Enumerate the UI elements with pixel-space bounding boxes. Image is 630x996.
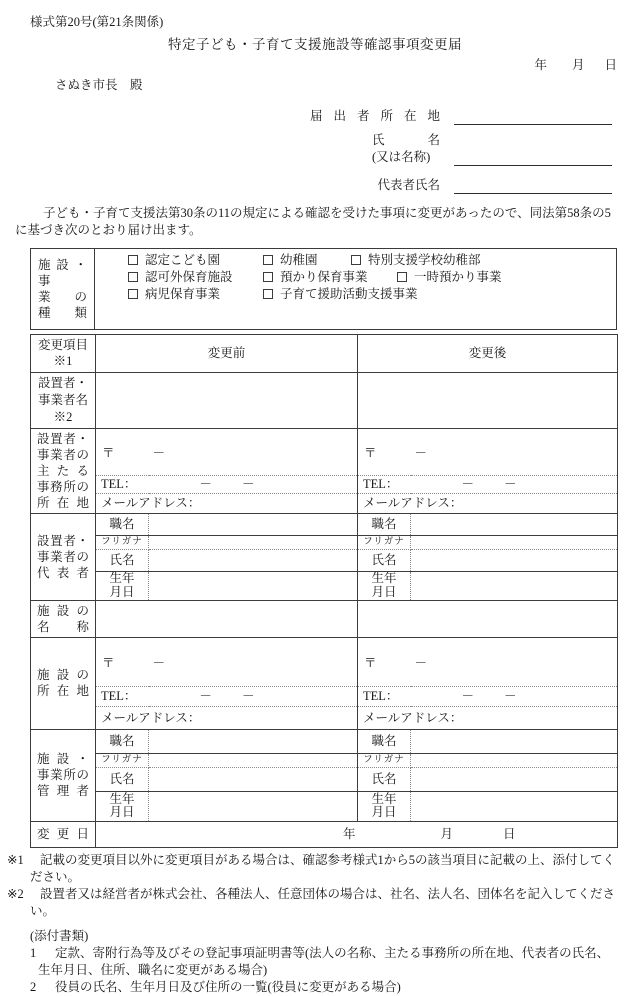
tel-label: TEL：	[363, 689, 399, 704]
declarant-rep-label: 代表者氏名	[377, 177, 440, 192]
manager-title-label-before: 職名	[96, 729, 149, 753]
checkbox-ninkagai-hoiku[interactable]	[128, 272, 138, 282]
attachment-text: 役員の氏名、生年月日及び住所の一覧(役員に変更がある場合)	[55, 979, 401, 994]
row-operator-office-postal	[31, 428, 618, 475]
manager-title-label-after: 職名	[358, 729, 411, 753]
footnote-marker: ※2	[7, 886, 24, 901]
row-manager-name	[31, 767, 618, 791]
mail-label: メールアドレス：	[101, 710, 201, 725]
postal-mark: 〒	[102, 446, 115, 461]
declarant-name-row	[310, 132, 612, 166]
checkbox-label: 預かり保育事業	[280, 269, 368, 284]
manager-dob-after-cell[interactable]	[411, 791, 618, 821]
manager-kana-after-cell[interactable]	[411, 753, 618, 767]
row-operator-name	[31, 373, 618, 429]
row-rep-title	[31, 513, 618, 535]
checkbox-azukari-hoiku[interactable]	[263, 272, 273, 282]
checkbox-label: 特別支援学校幼稚部	[368, 252, 481, 267]
tel-label: TEL：	[101, 477, 137, 492]
checkbox-tokubetsu-shien-yochibu[interactable]	[351, 255, 361, 265]
tel-dash: －	[503, 689, 517, 704]
facility-tel-after[interactable]	[358, 686, 618, 706]
operator-name-before-cell[interactable]	[96, 373, 358, 429]
facility-type-label: 施設・事 業の 種類	[31, 249, 95, 329]
change-date-month-label: 月	[440, 827, 454, 842]
manager-kana-before-cell[interactable]	[149, 753, 358, 767]
attachment-text: 定款、寄附行為等及びその登記事項証明書等(法人の名称、主たる事務所の所在地、代表者の氏名、生年月日、住所、職名に変更がある場合)	[38, 945, 610, 977]
checkbox-kosodate-enjo[interactable]	[263, 289, 273, 299]
rep-name-before-cell[interactable]	[149, 549, 358, 571]
date-line	[0, 57, 617, 74]
declarant-rep-field[interactable]	[454, 177, 612, 194]
tel-dash: －	[199, 477, 212, 492]
attachment-number: 1	[30, 945, 37, 960]
declarant-address-label: 届出者所在地	[310, 108, 440, 123]
operator-office-mail-before[interactable]	[96, 493, 358, 513]
row-facility-postal	[31, 637, 618, 686]
change-table-header-row	[31, 334, 618, 373]
rep-dob-label-before: 生年 月日	[96, 571, 149, 600]
facility-type-options	[95, 249, 616, 329]
checkbox-yochien[interactable]	[263, 255, 273, 265]
rep-name-label-after: 氏名	[358, 549, 411, 571]
postal-dash: －	[414, 656, 428, 671]
change-table	[30, 334, 618, 848]
postal-mark: 〒	[364, 656, 377, 671]
rep-title-after-cell[interactable]	[411, 513, 618, 535]
checkbox-label: 幼稚園	[280, 252, 318, 267]
facility-address-label: 施設の 所在地	[31, 637, 96, 729]
date-day-label: 日	[604, 58, 617, 73]
change-date-cell[interactable]	[96, 821, 618, 847]
manager-kana-label-before: フリガナ	[96, 753, 149, 767]
facility-mail-before[interactable]	[96, 706, 358, 729]
mail-label: メールアドレス：	[101, 496, 201, 511]
checkbox-ichiji-azukari[interactable]	[397, 272, 407, 282]
postal-mark: 〒	[364, 446, 377, 461]
manager-name-after-cell[interactable]	[411, 767, 618, 791]
operator-office-label: 設置者・ 事業者の 主たる 事務所の 所在地	[31, 428, 96, 513]
operator-office-mail-after[interactable]	[358, 493, 618, 513]
date-year-label: 年	[534, 58, 547, 73]
row-rep-kana	[31, 535, 618, 549]
operator-name-label: 設置者・ 事業者名※2	[31, 373, 96, 429]
col-header-after: 変更後	[358, 334, 618, 373]
row-facility-name	[31, 600, 618, 637]
manager-title-before-cell[interactable]	[149, 729, 358, 753]
facility-postal-before[interactable]	[96, 637, 358, 686]
mail-label: メールアドレス：	[363, 496, 463, 511]
manager-name-label-after: 氏名	[358, 767, 411, 791]
checkbox-label: 病児保育事業	[145, 286, 221, 301]
tel-dash: －	[503, 477, 517, 492]
operator-office-postal-before[interactable]	[96, 428, 358, 475]
checkbox-nintei-kodomoen[interactable]	[128, 255, 138, 265]
declarant-address-row	[310, 108, 612, 125]
attachments-section	[30, 928, 620, 996]
manager-dob-before-cell[interactable]	[149, 791, 358, 821]
rep-name-after-cell[interactable]	[411, 549, 618, 571]
facility-tel-before[interactable]	[96, 686, 358, 706]
change-date-label: 変更日	[31, 821, 96, 847]
change-date-day-label: 日	[503, 827, 516, 842]
declarant-name-label: 氏名 (又は名称)	[372, 132, 440, 164]
row-facility-tel	[31, 686, 618, 706]
row-manager-title	[31, 729, 618, 753]
row-rep-dob	[31, 571, 618, 600]
attachments-heading: (添付書類)	[30, 928, 89, 943]
row-rep-name	[31, 549, 618, 571]
declarant-rep-row	[310, 177, 612, 194]
tel-dash: －	[199, 689, 212, 704]
page-title: 特定子ども・子育て支援施設等確認事項変更届	[168, 36, 462, 52]
row-facility-mail	[31, 706, 618, 729]
manager-name-before-cell[interactable]	[149, 767, 358, 791]
rep-dob-label-after: 生年 月日	[358, 571, 411, 600]
rep-title-before-cell[interactable]	[149, 513, 358, 535]
tel-dash: －	[241, 477, 255, 492]
postal-dash: －	[152, 656, 166, 671]
attachment-item-2	[30, 979, 620, 996]
row-change-date	[31, 821, 618, 847]
row-manager-kana	[31, 753, 618, 767]
postal-mark: 〒	[102, 656, 115, 671]
rep-dob-after-cell[interactable]	[411, 571, 618, 600]
facility-name-label: 施設の 名称	[31, 600, 96, 637]
col-header-item: 変更項目※1	[31, 334, 96, 373]
operator-rep-label: 設置者・ 事業者の 代表者	[31, 513, 96, 600]
attachment-number: 2	[30, 979, 37, 994]
type-row-1	[128, 252, 616, 269]
facility-name-before-cell[interactable]	[96, 600, 358, 637]
type-row-2	[128, 269, 616, 286]
facility-name-after-cell[interactable]	[358, 600, 618, 637]
postal-dash: －	[414, 446, 428, 461]
change-date-year-label: 年	[343, 827, 356, 842]
rep-dob-before-cell[interactable]	[149, 571, 358, 600]
rep-kana-before-cell[interactable]	[149, 535, 358, 549]
type-row-3	[128, 286, 616, 303]
operator-name-after-cell[interactable]	[358, 373, 618, 429]
manager-kana-label-after: フリガナ	[358, 753, 411, 767]
manager-name-label-before: 氏名	[96, 767, 149, 791]
footnote-text: 設置者又は経営者が株式会社、各種法人、任意団体の場合は、社名、法人名、団体名を記入してください。	[30, 886, 616, 918]
col-header-before: 変更前	[96, 334, 358, 373]
row-operator-office-tel	[31, 475, 618, 493]
rep-kana-after-cell[interactable]	[411, 535, 618, 549]
manager-dob-label-before: 生年 月日	[96, 791, 149, 821]
checkbox-byoji-hoiku[interactable]	[128, 289, 138, 299]
rep-name-label-before: 氏名	[96, 549, 149, 571]
postal-dash: －	[152, 446, 166, 461]
facility-mail-after[interactable]	[358, 706, 618, 729]
tel-dash: －	[461, 477, 474, 492]
body-paragraph: 子ども・子育て支援法第30条の11の規定による確認を受けた事項に変更があったので、同法第58条の5に基づき次のとおり届け出ます。	[15, 205, 611, 237]
rep-kana-label-after: フリガナ	[358, 535, 411, 549]
tel-label: TEL：	[101, 689, 137, 704]
checkbox-label: 認可外保育施設	[145, 269, 233, 284]
declarant-name-field[interactable]	[454, 149, 612, 166]
row-manager-dob	[31, 791, 618, 821]
rep-title-label-after: 職名	[358, 513, 411, 535]
tel-dash: －	[461, 689, 474, 704]
operator-office-postal-after[interactable]	[358, 428, 618, 475]
footnote-1	[7, 852, 624, 886]
footnote-text: 記載の変更項目以外に変更項目がある場合は、確認参考様式1から5の該当項目に記載の上、添付してください。	[30, 852, 616, 884]
manager-dob-label-after: 生年 月日	[358, 791, 411, 821]
rep-kana-label-before: フリガナ	[96, 535, 149, 549]
date-month-label: 月	[571, 58, 585, 73]
facility-type-table	[30, 248, 617, 330]
footnotes	[7, 852, 624, 920]
manager-title-after-cell[interactable]	[411, 729, 618, 753]
facility-postal-after[interactable]	[358, 637, 618, 686]
tel-dash: －	[241, 689, 255, 704]
declarant-block	[0, 108, 612, 194]
declarant-address-field[interactable]	[454, 108, 612, 125]
checkbox-label: 子育て援助活動支援事業	[280, 286, 418, 301]
checkbox-label: 一時預かり事業	[414, 269, 502, 284]
addressee: さぬき市長 殿	[55, 77, 143, 92]
mail-label: メールアドレス：	[363, 710, 463, 725]
row-operator-office-mail	[31, 493, 618, 513]
rep-title-label-before: 職名	[96, 513, 149, 535]
operator-office-tel-before[interactable]	[96, 475, 358, 493]
facility-manager-label: 施設・ 事業所の 管理者	[31, 729, 96, 821]
tel-label: TEL：	[363, 477, 399, 492]
checkbox-label: 認定こども園	[145, 252, 221, 267]
form-number: 様式第20号(第21条関係)	[30, 15, 164, 29]
footnote-marker: ※1	[7, 852, 24, 867]
operator-office-tel-after[interactable]	[358, 475, 618, 493]
attachment-item-1	[30, 945, 620, 979]
